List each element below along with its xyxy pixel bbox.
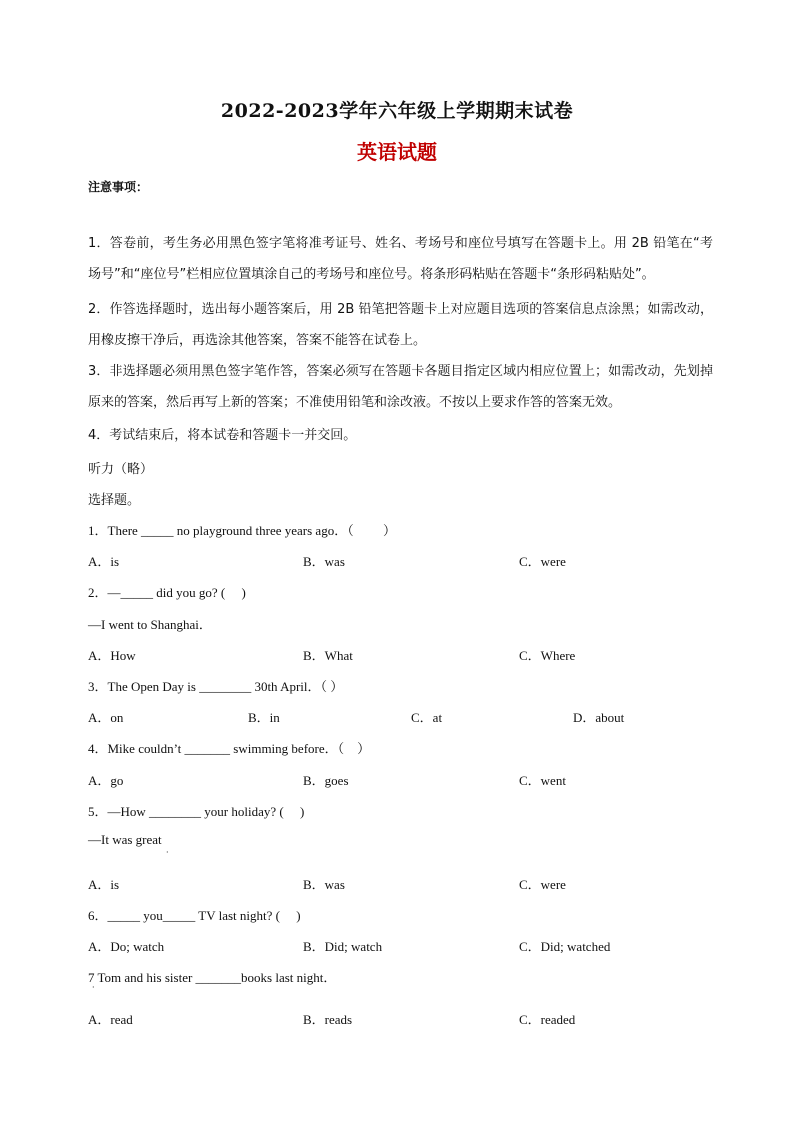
notice-item-2: 2．作答选择题时，选出每小题答案后，用 2B 铅笔把答题卡上对应题目选项的答案信息点涂黑；如需改动，用橡皮擦干净后，再选涂其他答案，答案不能答在试卷上。 — [88, 302, 713, 348]
question-1-stem: 1．There _____ no playground three years ago．（ ） — [88, 523, 396, 538]
question-7-option-a: A．read — [88, 1012, 133, 1027]
question-3-option-c: C．at — [411, 710, 443, 725]
question-2-sub: —I went to Shanghai． — [88, 617, 212, 632]
question-3-stem: 3．The Open Day is ________ 30th April．（ ） — [88, 679, 344, 694]
question-2-option-c: C．Where — [519, 648, 576, 663]
question-7-option-c: C．readed — [519, 1012, 576, 1027]
question-5-option-b: B．was — [303, 877, 345, 892]
question-7-stem: 7 Tom and his sister _______books last night． — [88, 970, 337, 985]
question-6-option-a: A．Do; watch — [88, 939, 165, 954]
notice-item-1: 1．答卷前，考生务必用黑色签字笔将准考证号、姓名、考场号和座位号填写在答题卡上。用 2B 铅笔在“考场号”和“座位号”栏相应位置填涂自己的考场号和座位号。将条形码粘贴在答题卡“条形码粘贴处”。 — [88, 236, 713, 282]
question-4-option-a: A．go — [88, 773, 124, 788]
question-6-option-c: C．Did; watched — [519, 939, 611, 954]
question-2-option-b: B．What — [303, 648, 353, 663]
question-3-option-d: D．about — [573, 710, 625, 725]
question-5-stem: 5．—How ________ your holiday? ( ) — [88, 804, 305, 819]
exam-subtitle: 英语试题 — [357, 140, 437, 164]
exam-title: 2022-2023学年六年级上学期期末试卷 — [220, 100, 574, 122]
question-4-option-b: B．goes — [303, 773, 349, 788]
stray-dot-mark: · — [166, 848, 169, 857]
question-3-option-b: B．in — [248, 710, 280, 725]
question-6-option-b: B．Did; watch — [303, 939, 383, 954]
question-4-option-c: C．went — [519, 773, 566, 788]
notice-heading: 注意事项： — [88, 180, 149, 194]
question-1-option-c: C．were — [519, 554, 566, 569]
question-5-option-a: A．is — [88, 877, 120, 892]
question-3-option-a: A．on — [88, 710, 124, 725]
question-4-stem: 4．Mike couldn’t _______ swimming before．（ ） — [88, 741, 371, 756]
question-7-option-b: B．reads — [303, 1012, 353, 1027]
question-1-option-a: A．is — [88, 554, 120, 569]
question-5-sub: —It was great — [88, 832, 162, 847]
notice-item-3: 3．非选择题必须用黑色签字笔作答，答案必须写在答题卡各题目指定区域内相应位置上；如需改动，先划掉原来的答案，然后再写上新的答案；不准使用铅笔和涂改液。不按以上要求作答的答案无效。 — [88, 364, 713, 410]
notice-item-4: 4．考试结束后，将本试卷和答题卡一并交回。 — [88, 428, 357, 443]
question-6-stem: 6．_____ you_____ TV last night? ( ) — [88, 908, 301, 923]
question-2-stem: 2．—_____ did you go? ( ) — [88, 585, 246, 600]
stray-dot-mark: · — [92, 983, 95, 992]
choice-section-label: 选择题。 — [88, 493, 141, 508]
listening-section-label: 听力（略） — [88, 462, 154, 477]
question-5-option-c: C．were — [519, 877, 566, 892]
question-2-option-a: A．How — [88, 648, 136, 663]
question-1-option-b: B．was — [303, 554, 345, 569]
